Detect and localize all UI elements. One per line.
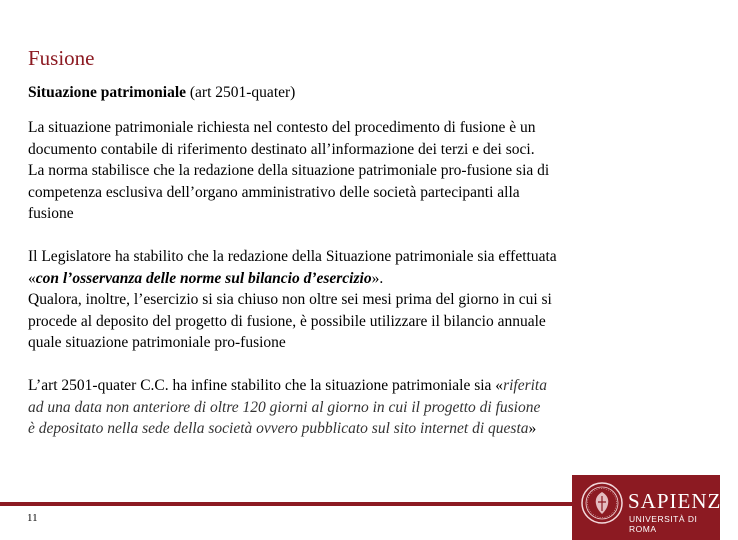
paragraph-3-italic-end: è depositato nella sede della società ovvero pubblicato sul sito internet di questa [28,420,529,437]
university-name: SAPIENZA [628,489,738,513]
paragraph-1-line-4: competenza esclusiva dell’organo amministrativo delle società partecipanti alla [28,183,520,201]
paragraph-2-line-5: quale situazione patrimoniale pro-fusione [28,334,286,351]
university-subtitle: UNIVERSITÀ DI ROMA [629,514,698,534]
university-logo [572,475,738,540]
paragraph-1-line-5: fusione [28,205,74,222]
subtitle-text: Situazione patrimoniale [28,84,190,101]
paragraph-3-line-1 [28,375,678,397]
quote-close: ». [371,269,384,287]
paragraph-1-line-2: documento contabile di riferimento destinato all’informazione dei terzi e dei soci. [28,140,535,158]
slide-body [28,117,678,440]
paragraph-3-line-3 [28,418,678,440]
norm-quote: con l’osservanza delle norme sul bilancio d’esercizio [35,269,372,287]
subtitle-article: (art 2501-quater) [189,84,296,101]
paragraph-3-italic-start: riferita [503,377,547,394]
paragraph-3-line-2: ad una data non anteriore di oltre 120 giorni al giorno in cui il progetto di fusione [28,398,541,416]
paragraph-1-line-3: La norma stabilisce che la redazione della situazione patrimoniale pro-fusione sia di [28,162,550,179]
paragraph-2-line-4: procede al deposito del progetto di fusione, è possibile utilizzare il bilancio annuale [28,312,546,330]
paragraph-2-line-3: Qualora, inoltre, l’esercizio si sia chiuso non oltre sei mesi prima del giorno in cui si [28,291,552,308]
paragraph-2-line-1: Il Legislatore ha stabilito che la redazione della Situazione patrimoniale sia effettuata [28,248,557,265]
paragraph-1-line-1: La situazione patrimoniale richiesta nel contesto del procedimento di fusione è un [28,119,536,136]
slide-title: Fusione [28,46,95,70]
page-number: 11 [27,512,38,524]
footer-divider [0,502,572,506]
quote-open: « [28,269,36,287]
quote-close-2: » [528,420,537,437]
paragraph-2-line-2 [28,268,678,290]
paragraph-3-intro: L’art 2501-quater C.C. ha infine stabilito che la situazione patrimoniale sia « [28,377,504,394]
slide-subtitle [28,84,295,102]
university-seal-icon [580,481,624,525]
